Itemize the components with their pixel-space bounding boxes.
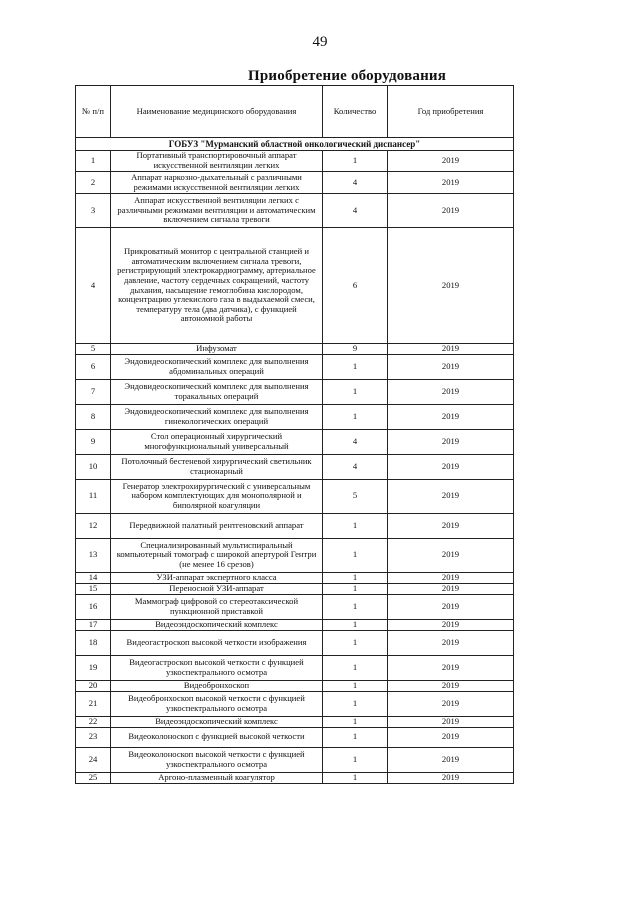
equipment-table <box>75 85 514 784</box>
row-year: 2019 <box>388 630 514 655</box>
row-equipment-name: Инфузомат <box>111 344 323 355</box>
table-row <box>76 344 514 355</box>
row-equipment-name: Маммограф цифровой со стереотаксической пункционной приставкой <box>111 594 323 619</box>
row-year: 2019 <box>388 691 514 716</box>
row-number: 3 <box>76 194 111 228</box>
row-quantity: 1 <box>323 716 388 727</box>
row-quantity: 1 <box>323 404 388 429</box>
row-year: 2019 <box>388 583 514 594</box>
header-number: № п/п <box>76 86 111 138</box>
row-number: 11 <box>76 479 111 513</box>
row-quantity: 1 <box>323 747 388 772</box>
row-quantity: 1 <box>323 680 388 691</box>
page-number: 49 <box>312 34 328 50</box>
row-equipment-name: Видеобронхоскоп высокой четкости с функцией узкоспектрального осмотра <box>111 691 323 716</box>
row-year: 2019 <box>388 404 514 429</box>
row-equipment-name: Видеогастроскоп высокой четкости с функцией узкоспектрального осмотра <box>111 655 323 680</box>
row-year: 2019 <box>388 151 514 172</box>
row-quantity: 4 <box>323 194 388 228</box>
row-equipment-name: Стол операционный хирургический многофункциональный универсальный <box>111 429 323 454</box>
row-year: 2019 <box>388 513 514 538</box>
row-number: 22 <box>76 716 111 727</box>
row-number: 23 <box>76 727 111 747</box>
row-year: 2019 <box>388 479 514 513</box>
row-equipment-name: УЗИ-аппарат экспертного класса <box>111 572 323 583</box>
table-row <box>76 727 514 747</box>
row-equipment-name: Аппарат искусственной вентиляции легких с различными режимами вентиляции и автоматическим включением сигнала тревоги <box>111 194 323 228</box>
row-number: 16 <box>76 594 111 619</box>
row-quantity: 1 <box>323 572 388 583</box>
table-row <box>76 594 514 619</box>
row-equipment-name: Видеоколоноскоп с функцией высокой четкости <box>111 727 323 747</box>
section-title: ГОБУЗ "Мурманский областной онкологический диспансер" <box>76 138 514 151</box>
row-number: 15 <box>76 583 111 594</box>
row-number: 14 <box>76 572 111 583</box>
table-row <box>76 194 514 228</box>
row-equipment-name: Портативный транспортировочный аппарат искусственной вентиляции легких <box>111 151 323 172</box>
row-number: 24 <box>76 747 111 772</box>
row-equipment-name: Аппарат наркозно-дыхательный с различными режимами искусственной вентиляции легких <box>111 172 323 194</box>
row-equipment-name: Эндовидеоскопический комплекс для выполнения торакальных операций <box>111 379 323 404</box>
row-number: 13 <box>76 538 111 572</box>
table-row <box>76 151 514 172</box>
table-row <box>76 354 514 379</box>
row-year: 2019 <box>388 727 514 747</box>
table-row <box>76 572 514 583</box>
table-row <box>76 379 514 404</box>
row-quantity: 4 <box>323 454 388 479</box>
row-equipment-name: Генератор электрохирургический с универсальным набором комплектующих для монополярной и биполярной коагуляции <box>111 479 323 513</box>
table-row <box>76 772 514 783</box>
row-year: 2019 <box>388 572 514 583</box>
row-quantity: 1 <box>323 583 388 594</box>
row-number: 21 <box>76 691 111 716</box>
row-equipment-name: Передвижной палатный рентгеновский аппарат <box>111 513 323 538</box>
row-quantity: 1 <box>323 594 388 619</box>
row-quantity: 1 <box>323 619 388 630</box>
row-quantity: 1 <box>323 513 388 538</box>
row-year: 2019 <box>388 228 514 344</box>
table-row <box>76 513 514 538</box>
table-row <box>76 538 514 572</box>
row-number: 18 <box>76 630 111 655</box>
row-quantity: 1 <box>323 354 388 379</box>
row-year: 2019 <box>388 172 514 194</box>
table-row <box>76 228 514 344</box>
row-year: 2019 <box>388 747 514 772</box>
row-year: 2019 <box>388 429 514 454</box>
section-row <box>76 138 514 151</box>
row-year: 2019 <box>388 379 514 404</box>
row-equipment-name: Видеогастроскоп высокой четкости изображения <box>111 630 323 655</box>
row-number: 7 <box>76 379 111 404</box>
row-quantity: 1 <box>323 727 388 747</box>
row-quantity: 6 <box>323 228 388 344</box>
row-number: 19 <box>76 655 111 680</box>
row-quantity: 1 <box>323 151 388 172</box>
row-year: 2019 <box>388 716 514 727</box>
row-quantity: 1 <box>323 772 388 783</box>
row-number: 1 <box>76 151 111 172</box>
row-number: 6 <box>76 354 111 379</box>
row-number: 20 <box>76 680 111 691</box>
table-row <box>76 619 514 630</box>
row-year: 2019 <box>388 655 514 680</box>
document-title: Приобретение оборудования <box>248 68 447 84</box>
table-row <box>76 691 514 716</box>
row-equipment-name: Видеоэндоскопический комплекс <box>111 716 323 727</box>
row-number: 9 <box>76 429 111 454</box>
row-equipment-name: Видеоколоноскоп высокой четкости с функцией узкоспектрального осмотра <box>111 747 323 772</box>
row-year: 2019 <box>388 594 514 619</box>
row-year: 2019 <box>388 454 514 479</box>
header-quantity: Количество <box>323 86 388 138</box>
row-number: 12 <box>76 513 111 538</box>
row-quantity: 4 <box>323 172 388 194</box>
table-row <box>76 404 514 429</box>
row-equipment-name: Эндовидеоскопический комплекс для выполнения гинекологических операций <box>111 404 323 429</box>
row-quantity: 9 <box>323 344 388 355</box>
table-row <box>76 747 514 772</box>
row-quantity: 1 <box>323 655 388 680</box>
row-quantity: 1 <box>323 691 388 716</box>
header-name: Наименование медицинского оборудования <box>111 86 323 138</box>
row-equipment-name: Эндовидеоскопический комплекс для выполнения абдоминальных операций <box>111 354 323 379</box>
table-row <box>76 479 514 513</box>
row-quantity: 5 <box>323 479 388 513</box>
table-header-row <box>76 86 514 138</box>
row-year: 2019 <box>388 538 514 572</box>
header-year: Год приобретения <box>388 86 514 138</box>
table-row <box>76 630 514 655</box>
row-year: 2019 <box>388 680 514 691</box>
row-quantity: 4 <box>323 429 388 454</box>
row-number: 5 <box>76 344 111 355</box>
row-year: 2019 <box>388 619 514 630</box>
row-number: 4 <box>76 228 111 344</box>
row-equipment-name: Прикроватный монитор с центральной станцией и автоматическим включением сигнала тревоги, регистрирующий электрокардиограмму, артериальное давление, частоту сердечных сокращений, частоту дыхания, насыщение гемоглобина кислородом, концентрацию углекислого газа в выдыхаемой смеси, температуру тела (два датчика), с функцией автономной работы <box>111 228 323 344</box>
row-quantity: 1 <box>323 379 388 404</box>
table-row <box>76 429 514 454</box>
row-year: 2019 <box>388 772 514 783</box>
row-number: 17 <box>76 619 111 630</box>
row-year: 2019 <box>388 194 514 228</box>
table-row <box>76 680 514 691</box>
row-equipment-name: Потолочный бестеневой хирургический светильник стационарный <box>111 454 323 479</box>
table-row <box>76 655 514 680</box>
row-equipment-name: Специализированный мультиспиральный компьютерный томограф с широкой апертурой Гентри (не менее 16 срезов) <box>111 538 323 572</box>
row-equipment-name: Аргоно-плазменный коагулятор <box>111 772 323 783</box>
row-equipment-name: Видеоэндоскопический комплекс <box>111 619 323 630</box>
row-equipment-name: Видеобронхоскоп <box>111 680 323 691</box>
table-row <box>76 172 514 194</box>
row-quantity: 1 <box>323 538 388 572</box>
row-number: 10 <box>76 454 111 479</box>
table-row <box>76 454 514 479</box>
row-number: 25 <box>76 772 111 783</box>
row-number: 2 <box>76 172 111 194</box>
row-year: 2019 <box>388 354 514 379</box>
table-row <box>76 583 514 594</box>
row-equipment-name: Переносной УЗИ-аппарат <box>111 583 323 594</box>
row-year: 2019 <box>388 344 514 355</box>
row-number: 8 <box>76 404 111 429</box>
row-quantity: 1 <box>323 630 388 655</box>
table-row <box>76 716 514 727</box>
